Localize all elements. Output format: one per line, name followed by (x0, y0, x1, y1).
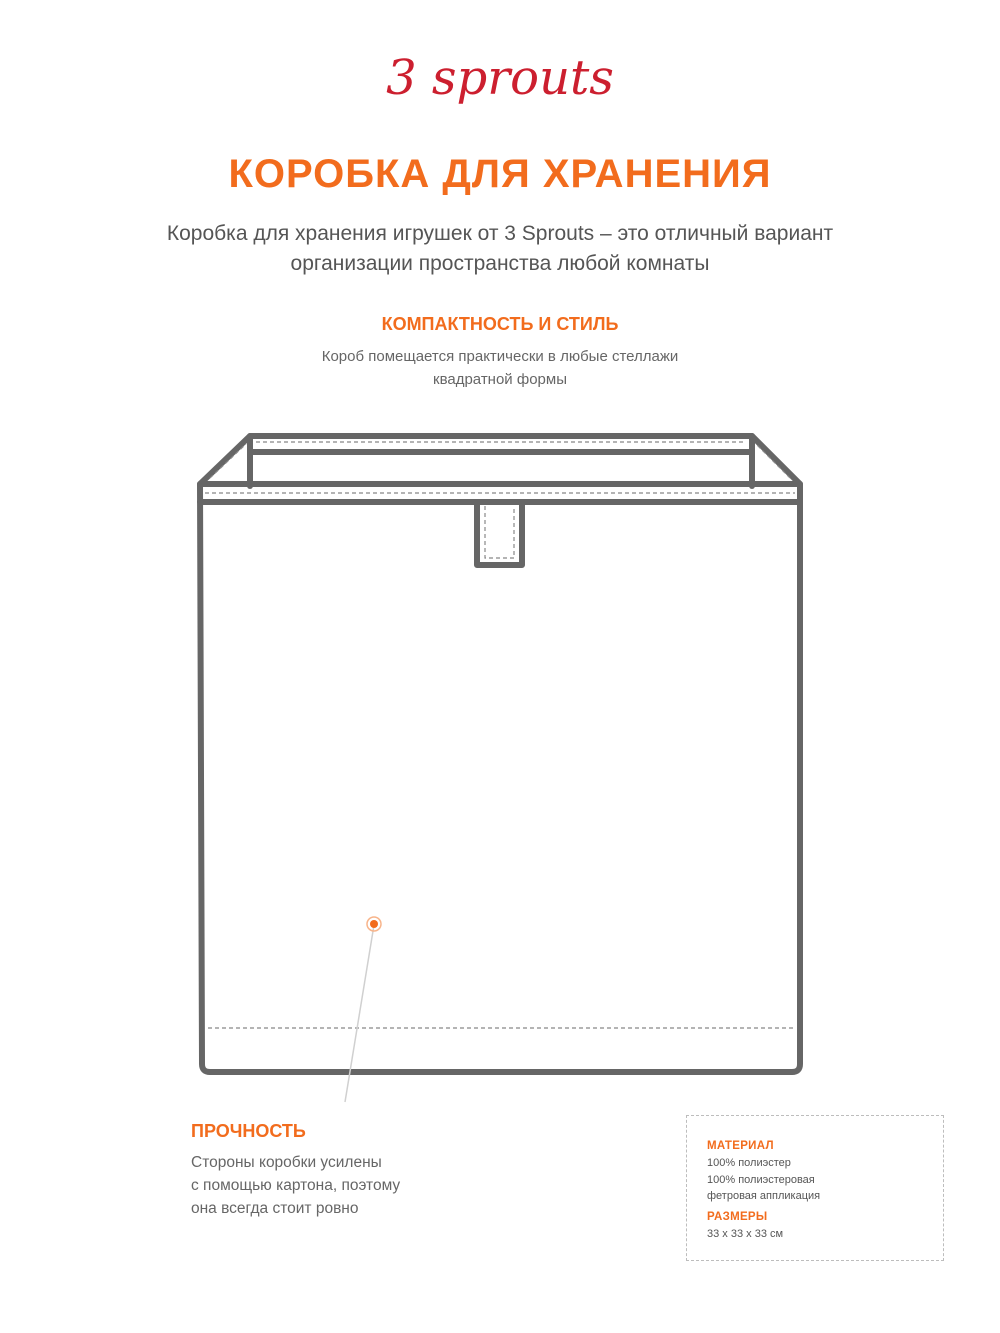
page-title: КОРОБКА ДЛЯ ХРАНЕНИЯ (228, 152, 772, 196)
box-front-body (200, 484, 800, 1072)
page-subtitle (100, 219, 900, 279)
strength-text-line: Стороны коробки усилены (191, 1154, 382, 1171)
material-line: 100% полиэстеровая (707, 1173, 815, 1186)
strength-text-line: с помощью картона, поэтому (191, 1177, 401, 1194)
compact-text-line: Короб помещается практически в любые стеллажи (321, 348, 679, 365)
material-line: фетровая аппликация (707, 1190, 821, 1202)
callout-dot-icon (370, 920, 378, 928)
brand-logo (0, 34, 1000, 134)
brand-logo-text: 3 sprouts (386, 50, 614, 106)
compact-text-line: квадратной формы (433, 371, 567, 388)
stitch-line (210, 444, 246, 478)
box-back-rim (200, 436, 800, 484)
strength-feature-heading: ПРОЧНОСТЬ (191, 1121, 306, 1141)
compact-feature-text (250, 345, 750, 391)
stitch-line (485, 506, 514, 558)
size-heading: РАЗМЕРЫ (707, 1210, 768, 1223)
size-value: 33 х 33 х 33 см (707, 1227, 784, 1240)
subtitle-line: Коробка для хранения игрушек от 3 Sprouts – это отличный вариант (166, 222, 834, 245)
box-handle-tab (477, 502, 522, 565)
storage-box-illustration (0, 420, 1000, 1120)
material-heading: МАТЕРИАЛ (707, 1140, 774, 1152)
spec-card (686, 1115, 944, 1261)
compact-feature-heading: КОМПАКТНОСТЬ И СТИЛЬ (381, 314, 619, 334)
callout-line (345, 925, 374, 1102)
material-line: 100% полиэстер (707, 1157, 791, 1169)
subtitle-line: организации пространства любой комнаты (290, 252, 710, 275)
strength-feature-text (191, 1151, 491, 1220)
strength-text-line: она всегда стоит ровно (191, 1200, 359, 1217)
